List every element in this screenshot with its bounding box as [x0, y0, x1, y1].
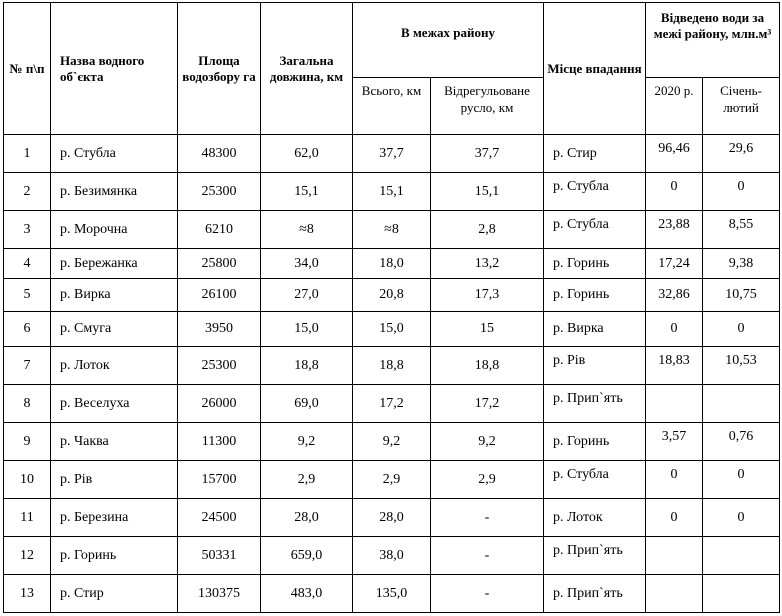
- row-num: 6: [4, 312, 51, 347]
- water-jan-feb: [703, 575, 780, 613]
- district-total: 17,2: [353, 385, 431, 423]
- catchment-area: 25800: [178, 249, 261, 279]
- mouth-place: р. Горинь: [544, 279, 646, 312]
- mouth-place: р. Вирка: [544, 312, 646, 347]
- mouth-place: р. Прип`ять: [544, 385, 646, 423]
- river-name: р. Березина: [51, 499, 178, 537]
- header-district: В межах району: [353, 3, 544, 78]
- district-total: 18,0: [353, 249, 431, 279]
- river-name: р. Смуга: [51, 312, 178, 347]
- total-length: 34,0: [261, 249, 353, 279]
- mouth-place: р. Прип`ять: [544, 537, 646, 575]
- total-length: 483,0: [261, 575, 353, 613]
- river-name: р. Морочна: [51, 211, 178, 249]
- water-jan-feb: 0: [703, 312, 780, 347]
- table-row: [4, 385, 780, 423]
- catchment-area: 15700: [178, 461, 261, 499]
- header-name: Назва водного об`єкта: [51, 3, 178, 135]
- total-length: 2,9: [261, 461, 353, 499]
- table-row: [4, 461, 780, 499]
- row-num: 7: [4, 347, 51, 385]
- district-total: 9,2: [353, 423, 431, 461]
- mouth-place: р. Стир: [544, 135, 646, 173]
- district-total: 37,7: [353, 135, 431, 173]
- table-row: [4, 537, 780, 575]
- district-total: 38,0: [353, 537, 431, 575]
- regulated-bed: 37,7: [431, 135, 544, 173]
- table-row: [4, 312, 780, 347]
- catchment-area: 25300: [178, 173, 261, 211]
- regulated-bed: 18,8: [431, 347, 544, 385]
- water-jan-feb: 29,6: [703, 135, 780, 173]
- water-2020: 32,86: [646, 279, 703, 312]
- regulated-bed: 15: [431, 312, 544, 347]
- water-2020: 17,24: [646, 249, 703, 279]
- district-total: 28,0: [353, 499, 431, 537]
- catchment-area: 24500: [178, 499, 261, 537]
- table-row: [4, 249, 780, 279]
- mouth-place: р. Стубла: [544, 173, 646, 211]
- total-length: 15,0: [261, 312, 353, 347]
- row-num: 3: [4, 211, 51, 249]
- catchment-area: 11300: [178, 423, 261, 461]
- row-num: 2: [4, 173, 51, 211]
- row-num: 8: [4, 385, 51, 423]
- table-row: [4, 279, 780, 312]
- water-jan-feb: 9,38: [703, 249, 780, 279]
- river-name: р. Рів: [51, 461, 178, 499]
- water-2020: 3,57: [646, 423, 703, 461]
- header-mouth: Місце впадання: [544, 3, 646, 135]
- river-name: р. Стир: [51, 575, 178, 613]
- table-row: [4, 423, 780, 461]
- water-2020: 0: [646, 499, 703, 537]
- water-2020: 18,83: [646, 347, 703, 385]
- regulated-bed: 13,2: [431, 249, 544, 279]
- water-2020: [646, 575, 703, 613]
- total-length: ≈8: [261, 211, 353, 249]
- water-2020: 0: [646, 173, 703, 211]
- district-total: 15,1: [353, 173, 431, 211]
- river-name: р. Лоток: [51, 347, 178, 385]
- total-length: 18,8: [261, 347, 353, 385]
- header-regulated: Відрегульоване русло, км: [431, 78, 544, 135]
- header-length: Загальна довжина, км: [261, 3, 353, 135]
- row-num: 5: [4, 279, 51, 312]
- header-area: Площа водозбору га: [178, 3, 261, 135]
- total-length: 28,0: [261, 499, 353, 537]
- total-length: 659,0: [261, 537, 353, 575]
- table-row: [4, 347, 780, 385]
- row-num: 11: [4, 499, 51, 537]
- water-jan-feb: 0: [703, 461, 780, 499]
- catchment-area: 26000: [178, 385, 261, 423]
- table-row: [4, 135, 780, 173]
- river-name: р. Горинь: [51, 537, 178, 575]
- row-num: 13: [4, 575, 51, 613]
- river-name: р. Веселуха: [51, 385, 178, 423]
- row-num: 10: [4, 461, 51, 499]
- table-row: [4, 575, 780, 613]
- header-2020: 2020 р.: [646, 78, 703, 135]
- district-total: 20,8: [353, 279, 431, 312]
- river-name: р. Стубла: [51, 135, 178, 173]
- district-total: ≈8: [353, 211, 431, 249]
- river-name: р. Бережанка: [51, 249, 178, 279]
- header-water: Відведено води за межі району, млн.м³: [646, 3, 780, 78]
- water-jan-feb: 10,53: [703, 347, 780, 385]
- river-name: р. Чаква: [51, 423, 178, 461]
- mouth-place: р. Рів: [544, 347, 646, 385]
- regulated-bed: 17,2: [431, 385, 544, 423]
- mouth-place: р. Лоток: [544, 499, 646, 537]
- mouth-place: р. Стубла: [544, 211, 646, 249]
- total-length: 9,2: [261, 423, 353, 461]
- catchment-area: 25300: [178, 347, 261, 385]
- river-name: р. Вирка: [51, 279, 178, 312]
- district-total: 135,0: [353, 575, 431, 613]
- catchment-area: 6210: [178, 211, 261, 249]
- water-jan-feb: [703, 385, 780, 423]
- table-body: [4, 135, 780, 613]
- row-num: 12: [4, 537, 51, 575]
- regulated-bed: -: [431, 499, 544, 537]
- water-2020: 0: [646, 312, 703, 347]
- header-total: Всього, км: [353, 78, 431, 135]
- water-2020: 23,88: [646, 211, 703, 249]
- table-row: [4, 499, 780, 537]
- total-length: 69,0: [261, 385, 353, 423]
- district-total: 18,8: [353, 347, 431, 385]
- river-name: р. Безимянка: [51, 173, 178, 211]
- catchment-area: 130375: [178, 575, 261, 613]
- catchment-area: 48300: [178, 135, 261, 173]
- water-2020: [646, 537, 703, 575]
- regulated-bed: 15,1: [431, 173, 544, 211]
- regulated-bed: -: [431, 575, 544, 613]
- row-num: 4: [4, 249, 51, 279]
- district-total: 15,0: [353, 312, 431, 347]
- district-total: 2,9: [353, 461, 431, 499]
- regulated-bed: 9,2: [431, 423, 544, 461]
- mouth-place: р. Стубла: [544, 461, 646, 499]
- table-row: [4, 211, 780, 249]
- catchment-area: 26100: [178, 279, 261, 312]
- total-length: 27,0: [261, 279, 353, 312]
- water-jan-feb: 0: [703, 173, 780, 211]
- water-2020: 96,46: [646, 135, 703, 173]
- water-jan-feb: 0: [703, 499, 780, 537]
- water-2020: 0: [646, 461, 703, 499]
- mouth-place: р. Горинь: [544, 249, 646, 279]
- header-num: № п\п: [4, 3, 51, 135]
- regulated-bed: 2,9: [431, 461, 544, 499]
- total-length: 15,1: [261, 173, 353, 211]
- header-jan-feb: Січень-лютий: [703, 78, 780, 135]
- row-num: 1: [4, 135, 51, 173]
- water-jan-feb: 8,55: [703, 211, 780, 249]
- regulated-bed: 2,8: [431, 211, 544, 249]
- water-jan-feb: [703, 537, 780, 575]
- regulated-bed: -: [431, 537, 544, 575]
- water-2020: [646, 385, 703, 423]
- water-jan-feb: 0,76: [703, 423, 780, 461]
- catchment-area: 3950: [178, 312, 261, 347]
- catchment-area: 50331: [178, 537, 261, 575]
- table-row: [4, 173, 780, 211]
- row-num: 9: [4, 423, 51, 461]
- regulated-bed: 17,3: [431, 279, 544, 312]
- water-jan-feb: 10,75: [703, 279, 780, 312]
- mouth-place: р. Горинь: [544, 423, 646, 461]
- mouth-place: р. Прип`ять: [544, 575, 646, 613]
- rivers-table: [3, 2, 780, 613]
- total-length: 62,0: [261, 135, 353, 173]
